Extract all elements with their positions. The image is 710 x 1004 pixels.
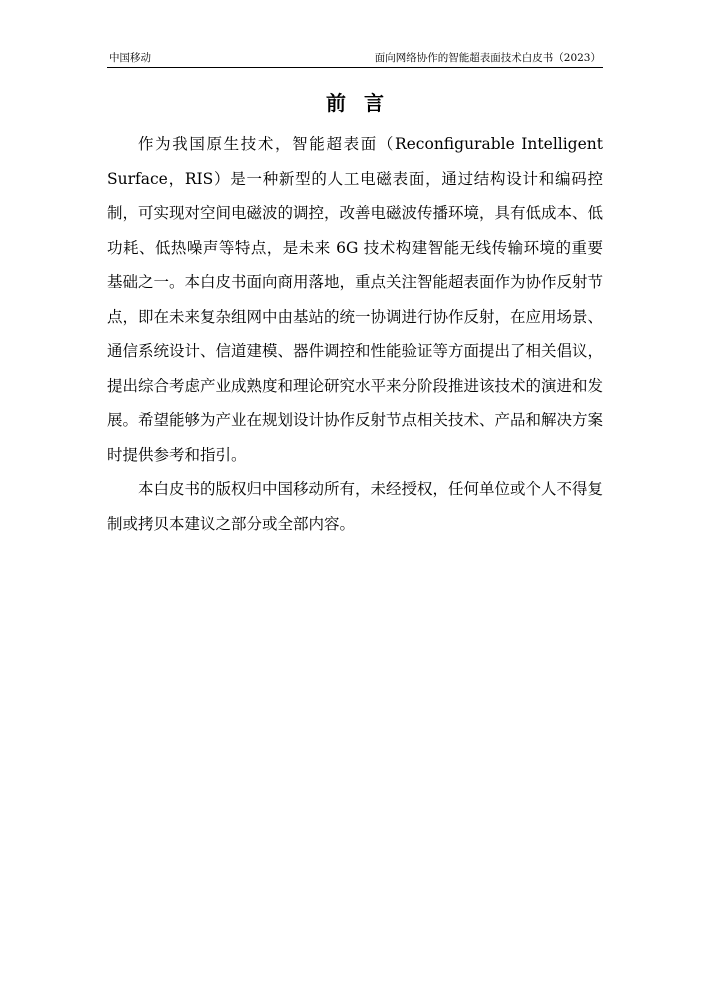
section-body: [107, 127, 603, 541]
header-document-title: 面向网络协作的智能超表面技术白皮书（2023）: [374, 52, 601, 64]
page-header: [107, 49, 603, 68]
header-organization: 中国移动: [109, 52, 151, 64]
paragraph-copyright: 本白皮书的版权归中国移动所有，未经授权，任何单位或个人不得复制或拷贝本建议之部分或全部内容。: [107, 480, 604, 533]
section-title: 前言: [326, 91, 402, 115]
paragraph-intro: 作为我国原生技术，智能超表面（Reconfigurable Intelligent Surface，RIS）是一种新型的人工电磁表面，通过结构设计和编码控制，可实现对空间电磁波的调控，改善电磁波传播环境，具有低成本、低功耗、低热噪声等特点，是未来 6G 技术构建智能无线传输环境的重要基础之一。本白皮书面向商用落地，重点关注智能超表面作为协作反射节点，即在未来复杂组网中由基站的统一协调进行协作反射，在应用场景、通信系统设计、信道建模、器件调控和性能验证等方面提出了相关倡议，提出综合考虑产业成熟度和理论研究水平来分阶段推进该技术的演进和发展。希望能够为产业在规划设计协作反射节点相关技术、产品和解决方案时提供参考和指引。: [107, 135, 604, 464]
